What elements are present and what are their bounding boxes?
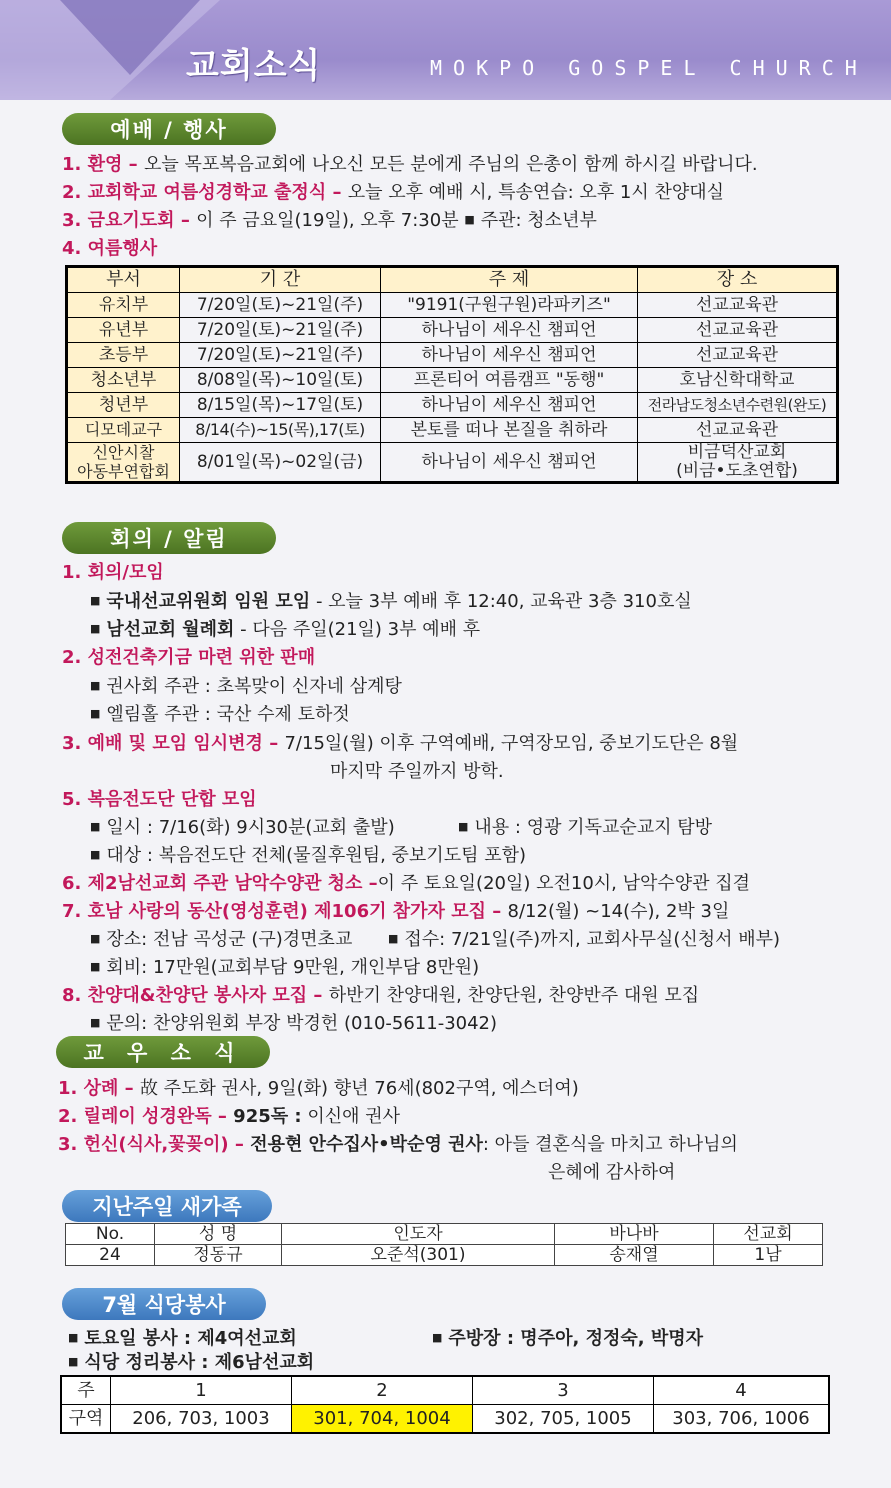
table-header: 인도자 bbox=[282, 1224, 555, 1245]
table-header: 3 bbox=[473, 1376, 654, 1405]
table-header: 선교회 bbox=[714, 1224, 823, 1245]
meeting-item-5: 5. 복음전도단 단합 모임 bbox=[62, 789, 257, 810]
worship-item-1: 1. 환영 – 오늘 목포복음교회에 나오신 모든 분에게 주님의 은총이 함께 하시길 바랍니다. bbox=[62, 154, 758, 175]
table-header: 주 제 bbox=[381, 267, 638, 293]
header-banner bbox=[0, 0, 891, 100]
section-meeting-label: 회의 / 알림 bbox=[62, 522, 276, 554]
members-item-3-cont: 은혜에 감사하여 bbox=[548, 1162, 676, 1183]
table-row: 신안시찰 아동부연합회 8/01일(목)~02일(금) 하나님이 세우신 챔피언 비금덕산교회 (비금•도초연합) bbox=[67, 443, 838, 483]
table-header: 기 간 bbox=[180, 267, 381, 293]
table-row: 디모데교구 8/14(수)~15(목),17(토) 본토를 떠나 본질을 취하라 선교교육관 bbox=[67, 418, 838, 443]
section-cafeteria-label: 7월 식당봉사 bbox=[62, 1288, 266, 1320]
meeting-item-5-bullet: ■ 대상 : 복음전도단 전체(물질후원팀, 중보기도팀 포함) bbox=[90, 841, 526, 867]
meeting-item-5-bullet: ■ 일시 : 7/16(화) 9시30분(교회 출발) bbox=[90, 813, 395, 839]
section-worship-label: 예배 / 행사 bbox=[62, 113, 276, 145]
table-row: 유년부 7/20일(토)~21일(주) 하나님이 세우신 챔피언 선교교육관 bbox=[67, 318, 838, 343]
worship-item-4: 4. 여름행사 bbox=[62, 238, 158, 259]
newfamily-table bbox=[65, 1223, 823, 1266]
table-header: 주 bbox=[61, 1376, 111, 1405]
table-row: 유치부 7/20일(토)~21일(주) "9191(구원구원)라파키즈" 선교교육관 bbox=[67, 293, 838, 318]
meeting-item-5-bullet: ■ 내용 : 영광 기독교순교지 탐방 bbox=[458, 813, 712, 839]
meeting-item-3-cont: 마지막 주일까지 방학. bbox=[330, 761, 504, 782]
members-item-3: 3. 헌신(식사,꽃꽂이) – 전용현 안수집사•박순영 권사: 아들 결혼식을 마치고 하나님의 bbox=[58, 1134, 738, 1155]
meeting-item-1-bullet: ■ 남선교회 월례회 - 다음 주일(21일) 3부 예배 후 bbox=[90, 615, 480, 641]
section-newfamily-label: 지난주일 새가족 bbox=[62, 1190, 272, 1222]
page-title: 교회소식 bbox=[186, 46, 322, 86]
members-item-2: 2. 릴레이 성경완독 – 925독 : 이신애 권사 bbox=[58, 1106, 400, 1127]
church-name: MOKPO GOSPEL CHURCH bbox=[430, 56, 868, 80]
meeting-item-8-bullet: ■ 문의: 찬양위원회 부장 박경헌 (010-5611-3042) bbox=[90, 1009, 497, 1035]
meeting-item-7-bullet: ■ 장소: 전남 곡성군 (구)경면초교 bbox=[90, 925, 352, 951]
table-header: 부서 bbox=[67, 267, 180, 293]
table-header: 성 명 bbox=[155, 1224, 282, 1245]
table-row: 구역 206, 703, 1003 301, 704, 1004 302, 705, 1005 303, 706, 1006 bbox=[61, 1405, 829, 1434]
cafeteria-cleanup: ■ 식당 정리봉사 : 제6남선교회 bbox=[68, 1348, 314, 1374]
table-header: 4 bbox=[654, 1376, 830, 1405]
table-row: 초등부 7/20일(토)~21일(주) 하나님이 세우신 챔피언 선교교육관 bbox=[67, 343, 838, 368]
meeting-item-1: 1. 회의/모임 bbox=[62, 562, 164, 583]
decor-triangle bbox=[60, 0, 200, 75]
meeting-item-2-bullet: ■ 엘림홀 주관 : 국산 수제 토하젓 bbox=[90, 700, 350, 726]
cafeteria-table bbox=[60, 1375, 830, 1434]
members-item-1: 1. 상례 – 故 주도화 권사, 9일(화) 향년 76세(802구역, 에스더여) bbox=[58, 1078, 579, 1099]
meeting-item-2: 2. 성전건축기금 마련 위한 판매 bbox=[62, 647, 316, 668]
section-members-label: 교 우 소 식 bbox=[56, 1036, 270, 1068]
table-row: 청년부 8/15일(목)~17일(토) 하나님이 세우신 챔피언 전라남도청소년수련원(완도) bbox=[67, 393, 838, 418]
meeting-item-6: 6. 제2남선교회 주관 남악수양관 청소 –이 주 토요일(20일) 오전10시, 남악수양관 집결 bbox=[62, 873, 751, 894]
cafeteria-saturday: ■ 토요일 봉사 : 제4여선교회 bbox=[68, 1324, 297, 1350]
table-row: 24 정동규 오준석(301) 송재열 1남 bbox=[66, 1245, 823, 1266]
table-header: No. bbox=[66, 1224, 155, 1245]
cafeteria-kitchen: ■ 주방장 : 명주아, 정정숙, 박명자 bbox=[432, 1324, 703, 1350]
meeting-item-3: 3. 예배 및 모임 임시변경 – 7/15일(월) 이후 구역예배, 구역장모임, 중보기도단은 8월 bbox=[62, 733, 739, 754]
worship-item-2: 2. 교회학교 여름성경학교 출정식 – 오늘 오후 예배 시, 특송연습: 오후 1시 찬양대실 bbox=[62, 182, 725, 203]
table-header: 1 bbox=[111, 1376, 292, 1405]
meeting-item-7: 7. 호남 사랑의 동산(영성훈련) 제106기 참가자 모집 – 8/12(월) ~14(수), 2박 3일 bbox=[62, 901, 730, 922]
worship-item-3: 3. 금요기도회 – 이 주 금요일(19일), 오후 7:30분 ■ 주관: 청소년부 bbox=[62, 206, 597, 232]
meeting-item-7-bullet: ■ 접수: 7/21일(주)까지, 교회사무실(신청서 배부) bbox=[388, 925, 780, 951]
summer-events-table bbox=[65, 265, 839, 484]
meeting-item-2-bullet: ■ 권사회 주관 : 초복맞이 신자네 삼계탕 bbox=[90, 672, 402, 698]
table-header: 2 bbox=[292, 1376, 473, 1405]
meeting-item-1-bullet: ■ 국내선교위원회 임원 모임 - 오늘 3부 예배 후 12:40, 교육관 3층 310호실 bbox=[90, 587, 692, 613]
table-header: 장 소 bbox=[638, 267, 838, 293]
table-row: 청소년부 8/08일(목)~10일(토) 프론티어 여름캠프 "동행" 호남신학대학교 bbox=[67, 368, 838, 393]
table-header: 바나바 bbox=[555, 1224, 714, 1245]
meeting-item-8: 8. 찬양대&찬양단 봉사자 모집 – 하반기 찬양대원, 찬양단원, 찬양반주 대원 모집 bbox=[62, 985, 700, 1006]
meeting-item-7-bullet: ■ 회비: 17만원(교회부담 9만원, 개인부담 8만원) bbox=[90, 953, 479, 979]
